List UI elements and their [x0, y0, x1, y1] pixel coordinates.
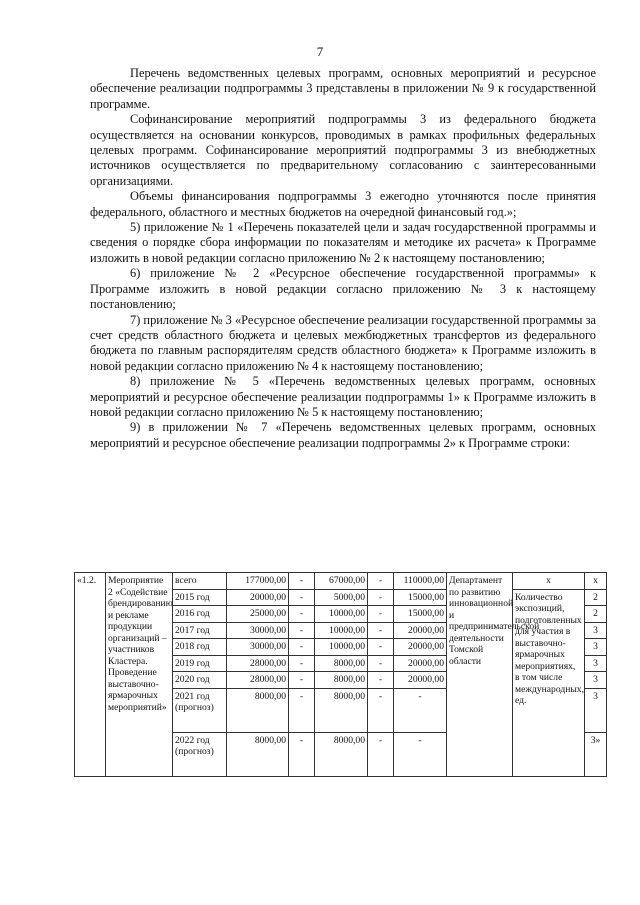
period-cell: 2019 год: [173, 655, 227, 672]
period-cell: 2016 год: [173, 606, 227, 623]
indicator-value-cell: 3: [585, 655, 607, 672]
local-cell: -: [368, 655, 394, 672]
total-cell: 28000,00: [227, 655, 289, 672]
local-cell: -: [368, 688, 394, 732]
period-cell: 2022 год (прогноз): [173, 732, 227, 776]
period-cell: 2018 год: [173, 639, 227, 656]
period-cell: 2020 год: [173, 672, 227, 689]
regional-cell: 67000,00: [315, 573, 368, 590]
federal-cell: -: [289, 688, 315, 732]
total-cell: 8000,00: [227, 732, 289, 776]
paragraph: 7) приложение № 3 «Ресурсное обеспечение реализации государственной программы за счет средств областного бюджета и целевых межбюджетных трансфертов из федерального бюджета по главным распорядителям средств областного бюджета» к Программе изложить в новой редакции согласно приложению № 4 к настоящему постановлению;: [90, 312, 596, 373]
local-cell: -: [368, 639, 394, 656]
regional-cell: 8000,00: [315, 672, 368, 689]
indicator-value-cell: 2: [585, 606, 607, 623]
total-cell: 20000,00: [227, 589, 289, 606]
federal-cell: -: [289, 639, 315, 656]
indicator-value-cell: 3: [585, 622, 607, 639]
federal-cell: -: [289, 732, 315, 776]
federal-cell: -: [289, 573, 315, 590]
federal-cell: -: [289, 672, 315, 689]
page-number: 7: [316, 44, 324, 59]
indicator-value-cell: 3: [585, 688, 607, 732]
period-cell: 2015 год: [173, 589, 227, 606]
period-cell: всего: [173, 573, 227, 590]
indicator-cell: Количество экспозиций, подготовленных для участия в выставочно-ярмарочных мероприятиях, в том числе международных, ед.: [513, 589, 585, 776]
indicator-value-cell: 2: [585, 589, 607, 606]
indicator-top-cell: x: [513, 573, 585, 590]
regional-cell: 5000,00: [315, 589, 368, 606]
period-cell: 2017 год: [173, 622, 227, 639]
regional-cell: 8000,00: [315, 688, 368, 732]
local-cell: -: [368, 672, 394, 689]
local-cell: -: [368, 573, 394, 590]
regional-cell: 8000,00: [315, 655, 368, 672]
period-cell: 2021 год (прогноз): [173, 688, 227, 732]
extra-budget-cell: -: [394, 732, 447, 776]
table-row: [75, 573, 607, 590]
body-text: [90, 66, 596, 451]
paragraph: Перечень ведомственных целевых программ, основных мероприятий и ресурсное обеспечение реализации подпрограммы 3 представлены в приложении № 9 к государственной программе.: [90, 66, 596, 111]
local-cell: -: [368, 606, 394, 623]
total-cell: 28000,00: [227, 672, 289, 689]
extra-budget-cell: 20000,00: [394, 655, 447, 672]
extra-budget-cell: 15000,00: [394, 606, 447, 623]
total-cell: 30000,00: [227, 622, 289, 639]
extra-budget-cell: 20000,00: [394, 639, 447, 656]
extra-budget-cell: 20000,00: [394, 672, 447, 689]
indicator-value-cell: 3: [585, 672, 607, 689]
executor-cell: Департамент по развитию инновационной и предпринимательской деятельности Томской области: [447, 573, 513, 777]
total-cell: 30000,00: [227, 639, 289, 656]
funding-table: [74, 572, 607, 777]
regional-cell: 10000,00: [315, 639, 368, 656]
paragraph: 8) приложение № 5 «Перечень ведомственных целевых программ, основных мероприятий и ресурсное обеспечение реализации подпрограммы 1» к Программе изложить в новой редакции согласно приложению № 5 к настоящему постановлению;: [90, 374, 596, 419]
total-cell: 25000,00: [227, 606, 289, 623]
federal-cell: -: [289, 606, 315, 623]
federal-cell: -: [289, 655, 315, 672]
extra-budget-cell: -: [394, 688, 447, 732]
event-name-cell: Мероприятие 2 «Содействие брендированию и рекламе продукции организаций – участников Кластера. Проведение выставочно-ярмарочных мероприятий»: [106, 573, 173, 777]
federal-cell: -: [289, 622, 315, 639]
paragraph: 6) приложение № 2 «Ресурсное обеспечение государственной программы» к Программе изложить в новой редакции согласно приложению № 3 к настоящему постановлению;: [90, 266, 596, 312]
federal-cell: -: [289, 589, 315, 606]
regional-cell: 10000,00: [315, 622, 368, 639]
paragraph: Объемы финансирования подпрограммы 3 ежегодно уточняются после принятия федерального, областного и местных бюджетов на очередной финансовый год.»;: [90, 189, 596, 219]
value-top-cell: x: [585, 573, 607, 590]
paragraph: Софинансирование мероприятий подпрограммы 3 из федерального бюджета осуществляется на основании конкурсов, проводимых в рамках профильных федеральных целевых программ. Софинансирование мероприятий подпрограммы 3 из внебюджетных источников осуществляется по предварительному согласованию с заинтересованными организациями.: [90, 112, 596, 188]
regional-cell: 10000,00: [315, 606, 368, 623]
paragraph: 5) приложение № 1 «Перечень показателей цели и задач государственной программы и сведения о порядке сбора информации по показателям и методике их расчета» к Программе изложить в новой редакции согласно приложению № 2 к настоящему постановлению;: [90, 220, 596, 265]
local-cell: -: [368, 622, 394, 639]
local-cell: -: [368, 589, 394, 606]
extra-budget-cell: 20000,00: [394, 622, 447, 639]
indicator-value-cell: 3»: [585, 732, 607, 776]
local-cell: -: [368, 732, 394, 776]
paragraph: 9) в приложении № 7 «Перечень ведомственных целевых программ, основных мероприятий и ресурсное обеспечение реализации подпрограммы 2» к Программе строки:: [90, 420, 596, 450]
extra-budget-cell: 15000,00: [394, 589, 447, 606]
indicator-value-cell: 3: [585, 639, 607, 656]
total-cell: 177000,00: [227, 573, 289, 590]
item-number-cell: «1.2.: [75, 573, 106, 777]
total-cell: 8000,00: [227, 688, 289, 732]
extra-budget-cell: 110000,00: [394, 573, 447, 590]
regional-cell: 8000,00: [315, 732, 368, 776]
